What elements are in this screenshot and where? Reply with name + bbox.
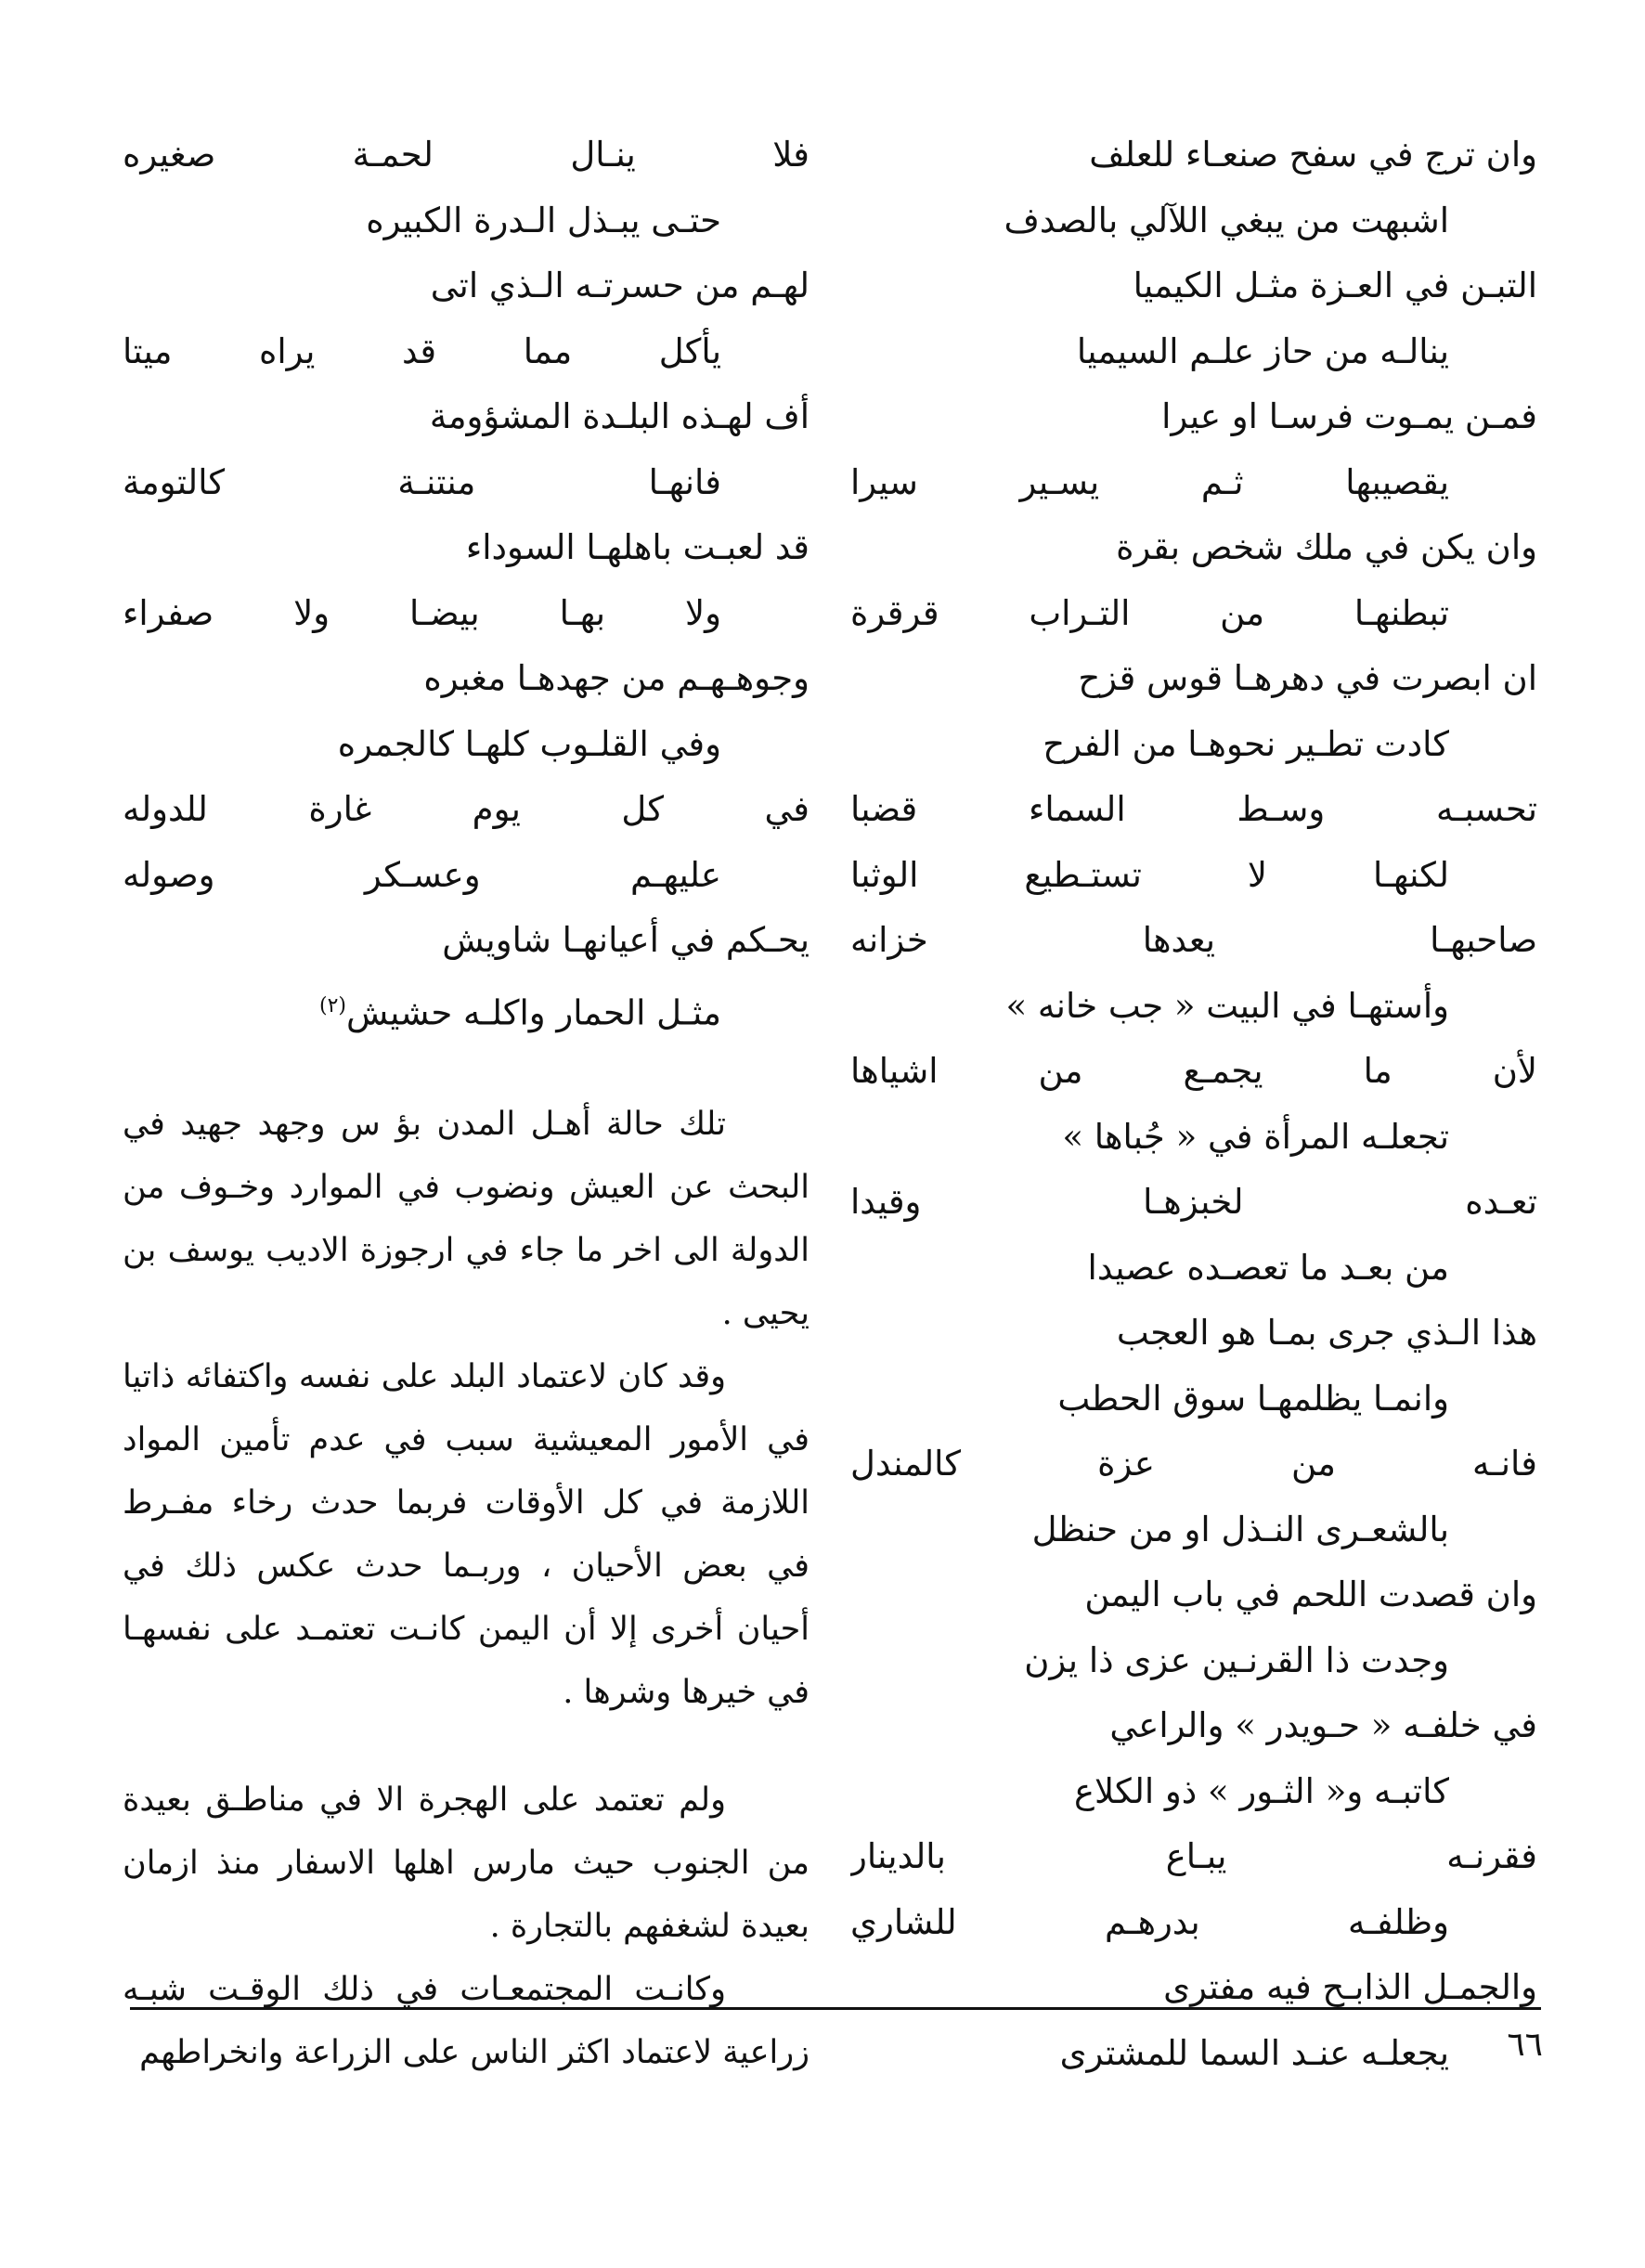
verse-line: وان قصدت اللحم في باب اليمن (1084, 1575, 1537, 1614)
verse-line: عليهـم وعسـكر وصوله (123, 854, 721, 895)
verse-line: تبطنهـا من التـراب قرقرة (850, 592, 1449, 633)
verse-line: وان يكن في ملك شخص بقرة (1116, 527, 1537, 567)
verse-line: لهـم من حسرتـه الـذي اتى (430, 266, 810, 305)
verse-line: تحسبـه وسـط السماء قضبا (850, 789, 1537, 829)
footnote-marker: (٢) (318, 993, 346, 1017)
footer-rule (130, 2007, 1541, 2010)
left-column (123, 123, 810, 2084)
verse-line: وانمـا يظلمهـا سوق الحطب (1057, 1378, 1449, 1419)
verse-line: اشبهت من يبغي اللآلي بالصدف (1004, 200, 1449, 240)
verse-line: والجمـل الذابـح فيه مفترى (1163, 1967, 1537, 2007)
verse-line-with-footnote (123, 974, 810, 1040)
verse-line: وظلفـه بدرهـم للشاري (850, 1901, 1449, 1942)
verse-line: يجعلـه عنـد السما للمشترى (1059, 2032, 1449, 2073)
verse-line: وفي القلـوب كلهـا كالجمره (337, 723, 721, 764)
verse-line: كاتبـه و« الثـور » ذو الكلاع (1073, 1770, 1449, 1811)
verse-line: أف لهـذه البلـدة المشؤومة (429, 396, 810, 436)
verse-line: ان ابصرت في دهرهـا قوس قزح (1078, 658, 1537, 698)
verse-line: وأستهـا في البيت « جب خانه » (1005, 985, 1449, 1026)
verse-line: يحـكم في أعيانهـا شاويش (442, 920, 810, 960)
verse-line: فانهـا منتنـة كالتومة (123, 461, 721, 502)
verse-line: فلا ينـال لحمـة صغيره (123, 135, 810, 175)
verse-line: وجدت ذا القرنـين عزى ذا يزن (1024, 1639, 1449, 1680)
verse-line: في كل يوم غارة للدوله (123, 789, 810, 829)
verse-line: لكنهـا لا تستـطيع الوثبا (850, 854, 1449, 895)
verse-line: يقصيبها ثـم يسـير سيرا (850, 461, 1449, 502)
verse-line: ولا بهـا بيضـا ولا صفراء (123, 592, 721, 633)
verse-line: في خلفـه « حـويدر » والراعي (1109, 1705, 1537, 1745)
paragraph: تلك حالة أهـل المدن بؤ س وجهد جهيد في البحث عن العيش ونضوب في الموارد وخـوف من الدولة الى اخر ما جاء في ارجوزة الاديب يوسف بن يحيى . (123, 1106, 810, 1332)
verse-line: التبـن في العـزة مثـل الكيميا (1133, 266, 1537, 305)
verse-line: صاحبهـا يعدها خزانه (850, 920, 1537, 960)
verse-line: لأن ما يجمـع من اشياها (850, 1051, 1537, 1091)
verse-line: تجعلـه المرأة في « جُباها » (1062, 1116, 1449, 1157)
prose-section (123, 1093, 810, 2084)
page-number: ٦٦ (1507, 2026, 1543, 2064)
verse-line: تعـده لخبزهـا وقيدا (850, 1182, 1537, 1222)
left-column-verses (123, 123, 810, 974)
verse-line: وان ترج في سفح صنعـاء للعلف (1089, 135, 1537, 175)
verse-line: حتـى يبـذل الـدرة الكبيره (366, 200, 721, 240)
verse-line: فقرنـه يبـاع بالدينار (850, 1836, 1537, 1876)
verse-line: كادت تطـير نحوهـا من الفرح (1043, 723, 1449, 764)
verse-line: بالشعـرى النـذل او من حنظل (1031, 1509, 1449, 1549)
paragraph: وكانـت المجتمعـات في ذلك الوقـت شبـه زراعية لاعتماد اكثر الناس على الزراعة وانخراطهم (123, 1971, 810, 2071)
paragraph: وقد كان لاعتماد البلد على نفسه واكتفائه ذاتيا في الأمور المعيشية سبب في عدم تأمين المواد اللازمة في كل الأوقات فربما حدث رخاء مفـرط في بعض الأحيان ، وربـما حدث عكس ذلك في أحيان أخرى إلا أن اليمن كانـت تعتمـد على نفسهـا في خيرها وشرها . (123, 1358, 810, 1711)
verse-line: وجوهـهـم من جهدهـا مغبره (423, 658, 810, 698)
verse-line: ينالـه من حاز علـم السيميا (1076, 330, 1449, 371)
verse-line: من بعـد ما تعصـده عصيدا (1087, 1247, 1449, 1288)
paragraph: ولم تعتمد على الهجرة الا في مناطـق بعيدة من الجنوب حيث مارس اهلها الاسفار منذ ازمان بعيدة لشغفهم بالتجارة . (123, 1782, 810, 1945)
verse-line: يأكل مما قد يراه ميتا (123, 330, 721, 371)
right-column-verses (850, 123, 1537, 2086)
verse-text: مثـل الحمار واكلـه حشيش (345, 991, 721, 1032)
verse-line: فانـه من عزة كالمندل (850, 1444, 1537, 1484)
verse-line: فمـن يمـوت فرسـا او عيرا (1161, 396, 1537, 436)
verse-line: هذا الـذي جرى بمـا هو العجب (1116, 1313, 1537, 1353)
verse-line: قد لعبـت باهلهـا السوداء (465, 527, 810, 567)
